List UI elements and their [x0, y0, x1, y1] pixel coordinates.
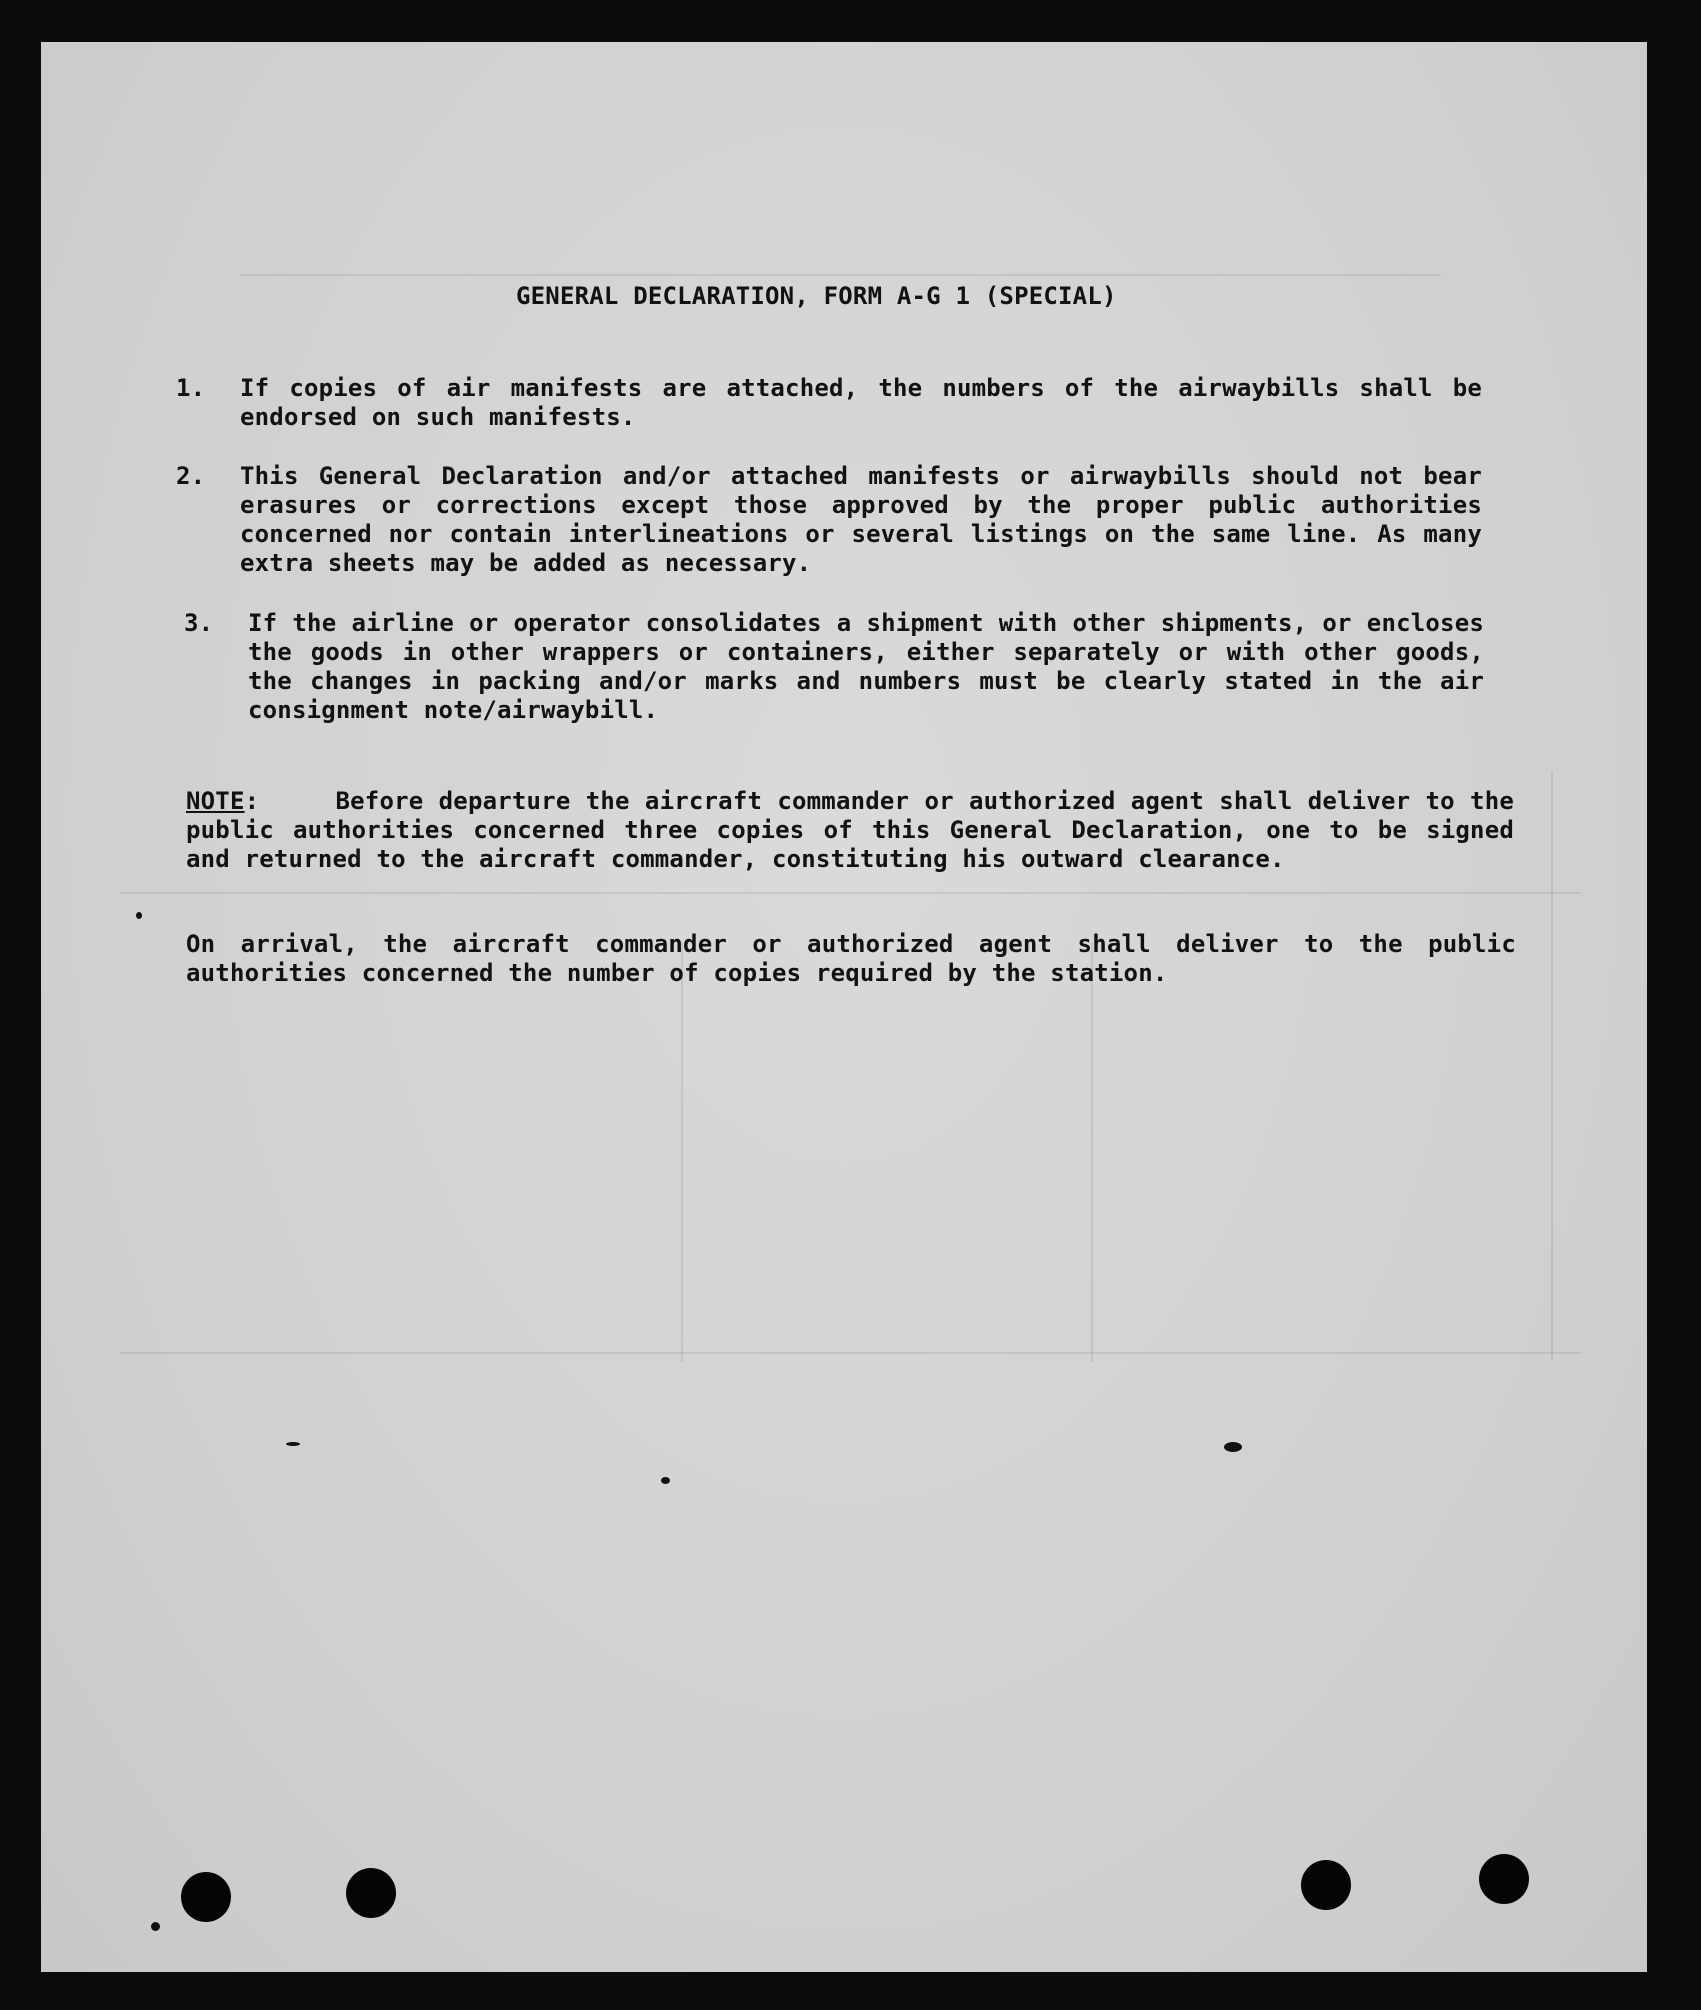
item-text: If copies of air manifests are attached, the numbers of the airwaybills shall be endorsed on such manifests. — [240, 374, 1482, 431]
item-number: 2. — [176, 462, 206, 490]
ink-speck — [1224, 1442, 1242, 1452]
document-page — [41, 42, 1647, 1972]
ink-speck — [151, 1922, 160, 1931]
declaration-text-block — [41, 42, 1647, 1972]
punch-hole — [346, 1868, 396, 1918]
item-number: 3. — [184, 609, 214, 637]
form-title: GENERAL DECLARATION, FORM A-G 1 (SPECIAL) — [516, 282, 1117, 310]
departure-note: NOTE: Before departure the aircraft commander or authorized agent shall deliver to the public authorities concerned three copies of this General Declaration, one to be signed and returned to the aircraft commander, constituting his outward clearance. — [186, 787, 1515, 873]
item-text: This General Declaration and/or attached manifests or airwaybills should not bear erasures or corrections except those approved by the proper public authorities concerned nor contain interlineations or several listings on the same line. As many extra sheets may be added as necessary. — [240, 462, 1482, 577]
note-label: NOTE — [186, 787, 245, 815]
note-text: Before departure the aircraft commander or authorized agent shall deliver to the public authorities concerned three copies of this General Declaration, one to be signed and returned to the aircraft commander, constituting his outward clearance. — [186, 787, 1515, 873]
punch-hole — [1301, 1860, 1351, 1910]
item-text: If the airline or operator consolidates a shipment with other shipments, or encloses the goods in other wrappers or containers, either separately or with other goods, the changes in packing and/or marks and numbers must be clearly stated in the air consignment note/airwaybill. — [248, 609, 1484, 724]
ink-speck — [136, 912, 142, 919]
item-number: 1. — [176, 374, 206, 402]
punch-hole — [181, 1872, 231, 1922]
ink-speck — [661, 1477, 670, 1484]
arrival-note: On arrival, the aircraft commander or authorized agent shall deliver to the public authorities concerned the number of copies required by the station. — [186, 930, 1516, 987]
ink-speck — [286, 1442, 300, 1446]
punch-hole — [1479, 1854, 1529, 1904]
